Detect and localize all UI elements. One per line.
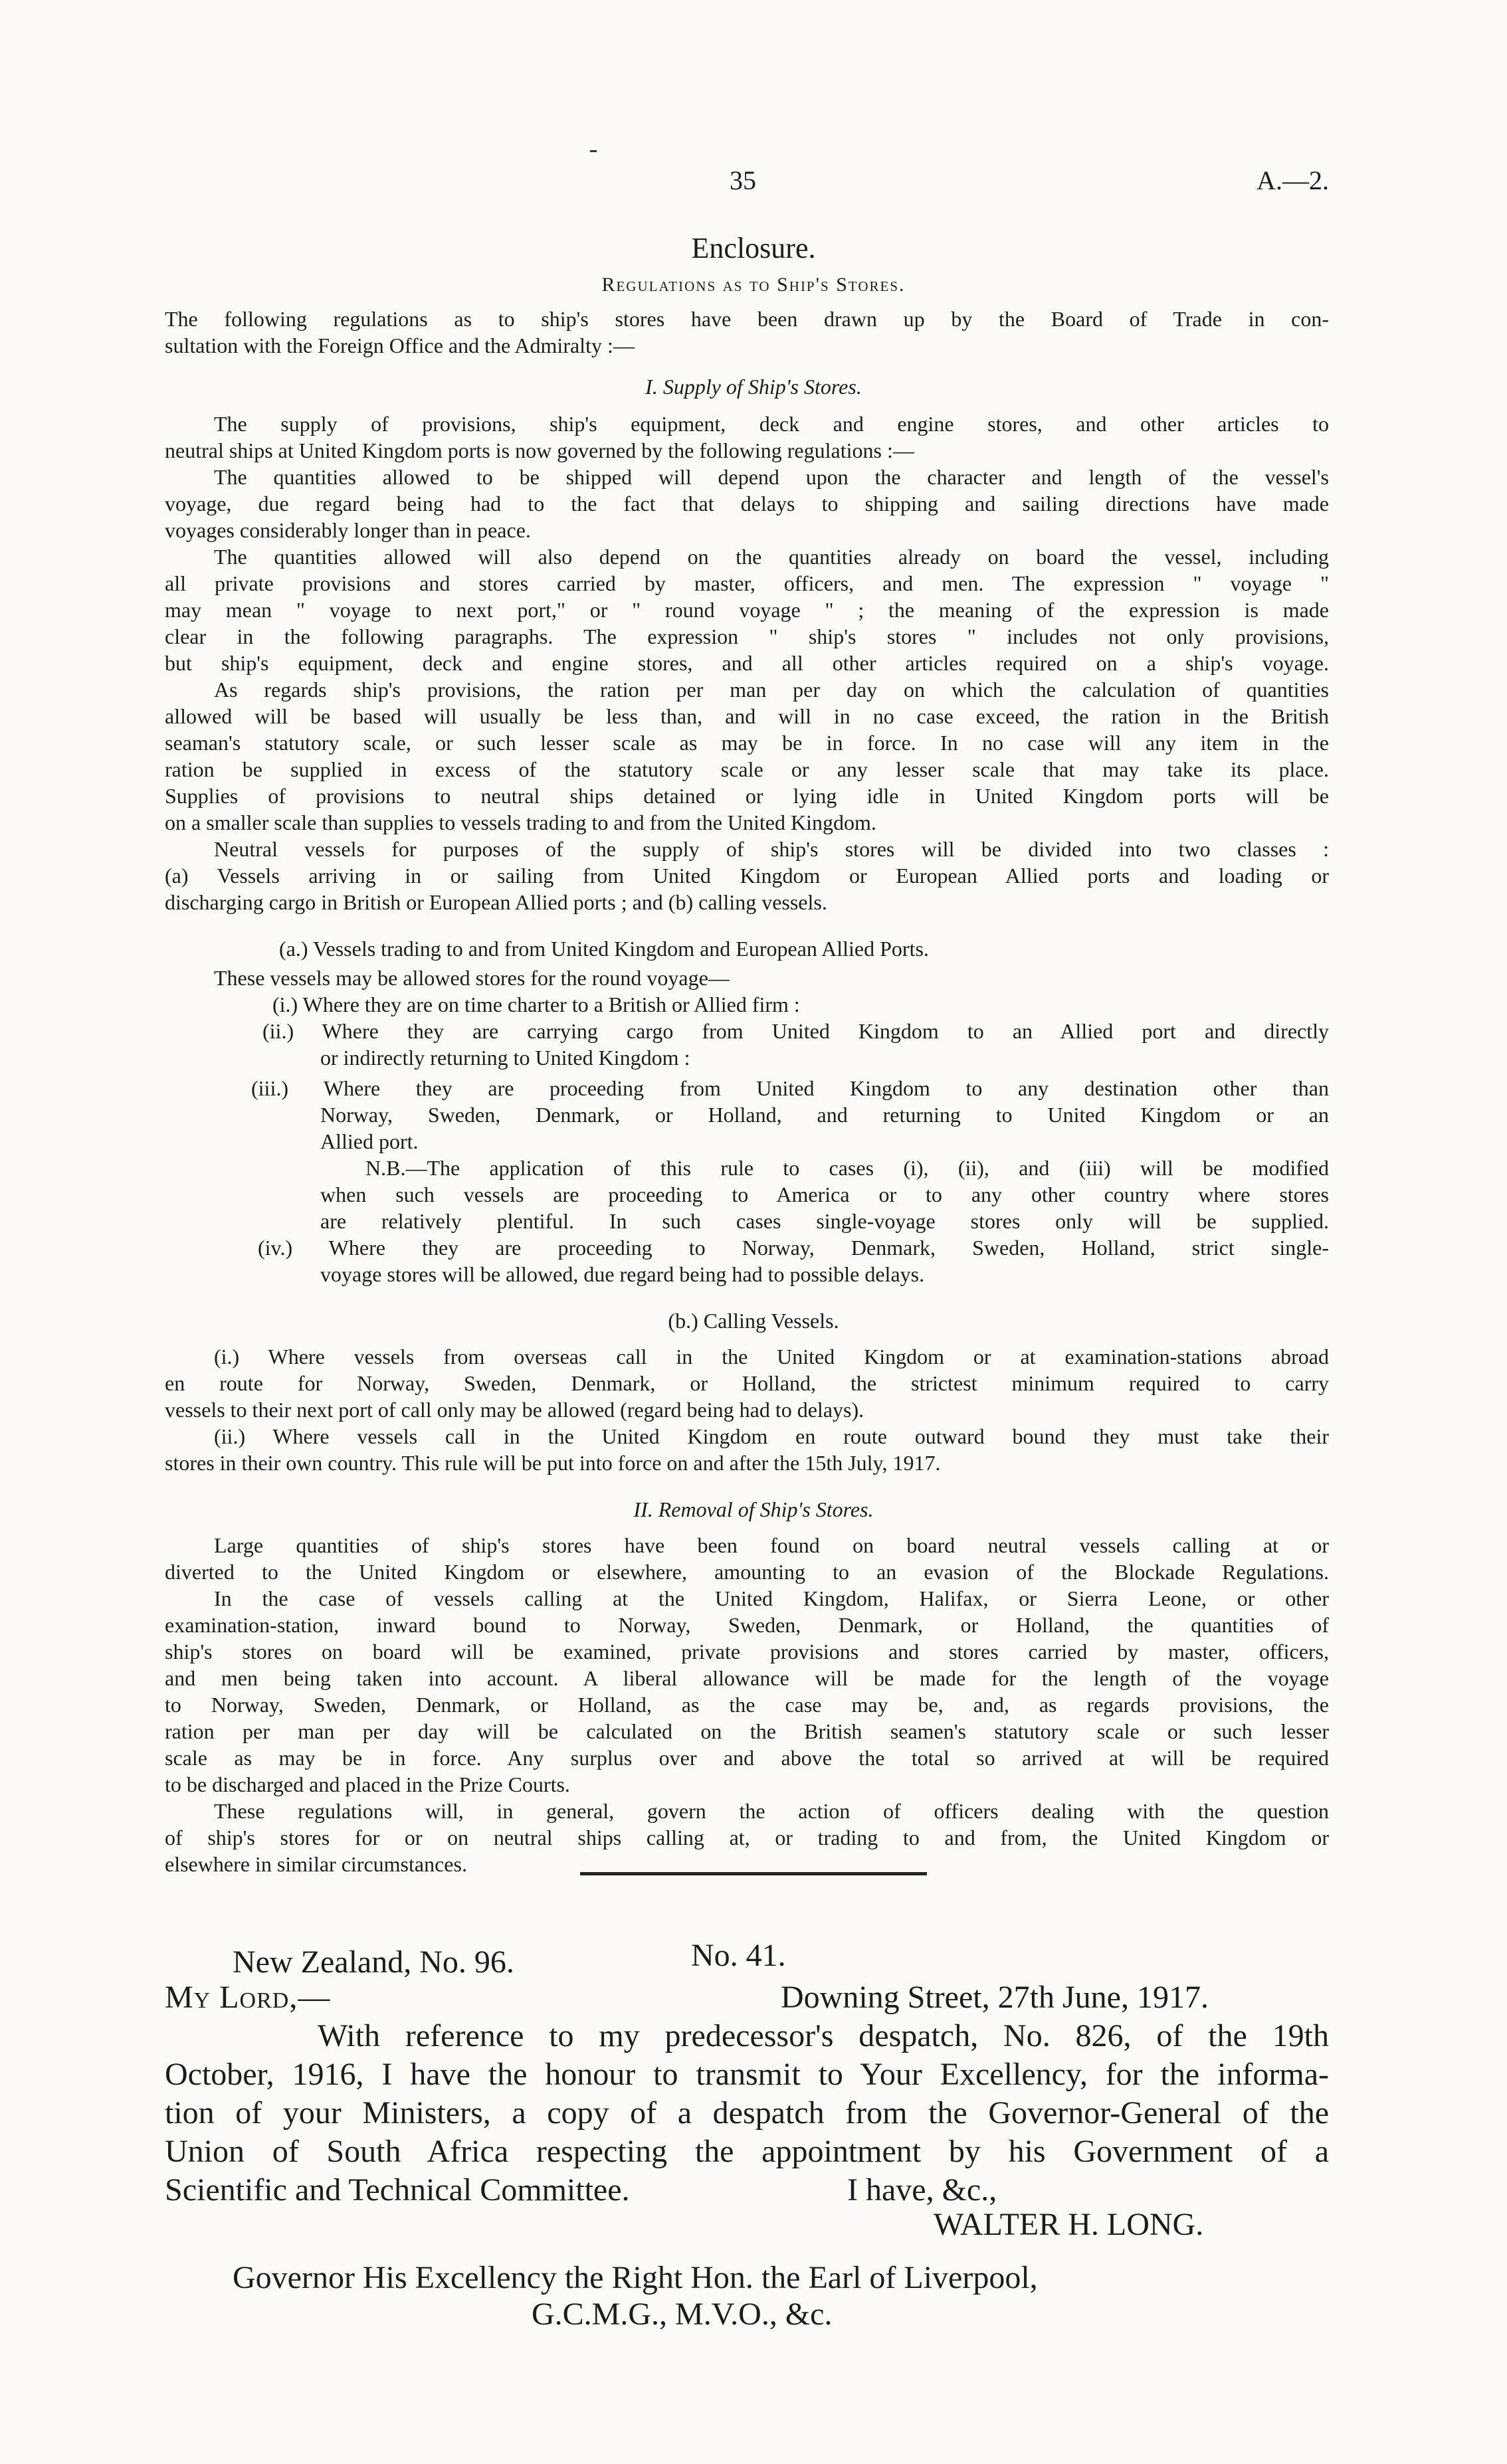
text-line: neutral ships at United Kingdom ports is now governed by the following regulations :— [165,438,914,462]
text-line: may mean " voyage to next port," or " round voyage " ; the meaning of the expression is made [165,598,1329,622]
intro-line: sultation with the Foreign Office and the Admiralty :— [165,333,635,357]
text-line: discharging cargo in British or European Allied ports ; and (b) calling vessels. [165,890,827,914]
text-line: to Norway, Sweden, Denmark, or Holland, as the case may be, and, as regards provisions, the [165,1693,1329,1717]
page-number: 35 [730,165,756,195]
text-line: elsewhere in similar circumstances. [165,1852,467,1876]
enclosure-subtitle: Regulations as to Ship's Stores. [601,274,906,296]
text-line: vessels to their next port of call only may be allowed (regard being had to delays). [165,1398,864,1422]
text-line: (ii.) Where they are carrying cargo from United Kingdom to an Allied port and directly [262,1019,1329,1043]
body-line: Scientific and Technical Committee. [165,2172,630,2208]
section-heading: I. Supply of Ship's Stores. [645,375,862,399]
text-line: (iv.) Where they are proceeding to Norway, Denmark, Sweden, Holland, strict single- [258,1236,1329,1260]
text-line: stores in their own country. This rule will be put into force on and after the 15th July, 1917. [165,1451,941,1475]
signature: WALTER H. LONG. [934,2207,1204,2242]
text-line: or indirectly returning to United Kingdom : [320,1046,690,1070]
addressee-line: Governor His Excellency the Right Hon. the Earl of Liverpool, [233,2260,1038,2295]
text-line: As regards ship's provisions, the ration per man per day on which the calculation of quantities [214,678,1329,702]
text-line: Allied port. [320,1129,419,1153]
text-line: These regulations will, in general, govern the action of officers dealing with the question [214,1799,1329,1823]
text-line: The quantities allowed will also depend on the quantities already on board the vessel, including [214,545,1329,569]
text-line: (i.) Where vessels from overseas call in the United Kingdom or at examination-stations abroad [214,1345,1329,1369]
text-line: (iii.) Where they are proceeding from United Kingdom to any destination other than [251,1076,1329,1100]
closing: I have, &c., [847,2172,997,2208]
salutation: My Lord,— [165,1980,331,2015]
despatch-number: No. 41. [691,1938,786,1973]
text-line: to be discharged and placed in the Prize Courts. [165,1772,570,1796]
text-line: on a smaller scale than supplies to vessels trading to and from the United Kingdom. [165,810,876,834]
text-line: are relatively plentiful. In such cases single-voyage stores only will be supplied. [320,1209,1329,1233]
subsection-heading: (a.) Vessels trading to and from United Kingdom and European Allied Ports. [279,937,929,961]
text-line: These vessels may be allowed stores for the round voyage— [214,966,730,990]
ink-mark [590,150,597,152]
body-line: Union of South Africa respecting the appointment by his Government of a [165,2134,1329,2169]
body-line: With reference to my predecessor's despatch, No. 826, of the 19th [318,2018,1329,2053]
text-line: voyage, due regard being had to the fact that delays to shipping and sailing directions have made [165,492,1329,516]
text-line: and men being taken into account. A liberal allowance will be made for the length of the voyage [165,1666,1329,1690]
text-line: Neutral vessels for purposes of the supply of ship's stores will be divided into two classes : [214,837,1329,861]
place-date: Downing Street, 27th June, 1917. [781,1980,1209,2015]
text-line: voyage stores will be allowed, due regard being had to possible delays. [320,1262,925,1286]
intro-line: The following regulations as to ship's stores have been drawn up by the Board of Trade in con- [165,307,1329,331]
text-line: The supply of provisions, ship's equipment, deck and engine stores, and other articles to [214,412,1329,436]
text-line: (a) Vessels arriving in or sailing from United Kingdom or European Allied ports and loading or [165,864,1329,888]
text-line: allowed will be based will usually be less than, and will in no case exceed, the ration in the British [165,704,1329,728]
text-line: ration be supplied in excess of the statutory scale or any lesser scale that may take its place. [165,757,1329,781]
text-line: diverted to the United Kingdom or elsewhere, amounting to an evasion of the Blockade Regulations. [165,1560,1329,1584]
text-line: Norway, Sweden, Denmark, or Holland, and returning to United Kingdom or an [320,1103,1329,1127]
text-line: but ship's equipment, deck and engine stores, and all other articles required on a ship's voyage. [165,651,1329,675]
text-line: of ship's stores for or on neutral ships calling at, or trading to and from, the United Kingdom or [165,1826,1329,1849]
text-line: N.B.—The application of this rule to cases (i), (ii), and (iii) will be modified [365,1156,1329,1180]
text-line: In the case of vessels calling at the United Kingdom, Halifax, or Sierra Leone, or other [214,1586,1329,1610]
text-line: The quantities allowed to be shipped will depend upon the character and length of the vessel's [214,465,1329,489]
text-line: voyages considerably longer than in peace. [165,518,531,542]
text-line: ship's stores on board will be examined, private provisions and stores carried by master, officers, [165,1640,1329,1663]
text-line: ration per man per day will be calculated on the British seamen's statutory scale or such lesser [165,1719,1329,1743]
text-line: examination-station, inward bound to Norway, Sweden, Denmark, or Holland, the quantities of [165,1613,1329,1637]
text-line: (i.) Where they are on time charter to a British or Allied firm : [272,993,800,1016]
text-line: all private provisions and stores carried by master, officers, and men. The expression " voyage " [165,571,1329,595]
section-divider [580,1872,927,1875]
nz-number: New Zealand, No. 96. [233,1944,514,1980]
text-line: scale as may be in force. Any surplus over and above the total so arrived at will be required [165,1746,1329,1770]
body-line: October, 1916, I have the honour to transmit to Your Excellency, for the informa- [165,2057,1329,2092]
subsection-heading: (b.) Calling Vessels. [668,1309,839,1333]
text-line: when such vessels are proceeding to America or to any other country where stores [320,1183,1329,1206]
text-line: (ii.) Where vessels call in the United Kingdom en route outward bound they must take their [214,1424,1329,1448]
text-line: Supplies of provisions to neutral ships detained or lying idle in United Kingdom ports will be [165,784,1329,808]
document-reference: A.—2. [1256,165,1329,195]
enclosure-title: Enclosure. [691,232,816,264]
section-heading: II. Removal of Ship's Stores. [633,1497,874,1521]
text-line: Large quantities of ship's stores have been found on board neutral vessels calling at or [214,1533,1329,1557]
text-line: seaman's statutory scale, or such lesser scale as may be in force. In no case will any item in the [165,731,1329,755]
text-line: en route for Norway, Sweden, Denmark, or Holland, the strictest minimum required to carry [165,1371,1329,1395]
body-line: tion of your Ministers, a copy of a despatch from the Governor-General of the [165,2095,1329,2131]
text-line: clear in the following paragraphs. The expression " ship's stores " includes not only provisions, [165,624,1329,648]
addressee-line: G.C.M.G., M.V.O., &c. [532,2297,833,2332]
